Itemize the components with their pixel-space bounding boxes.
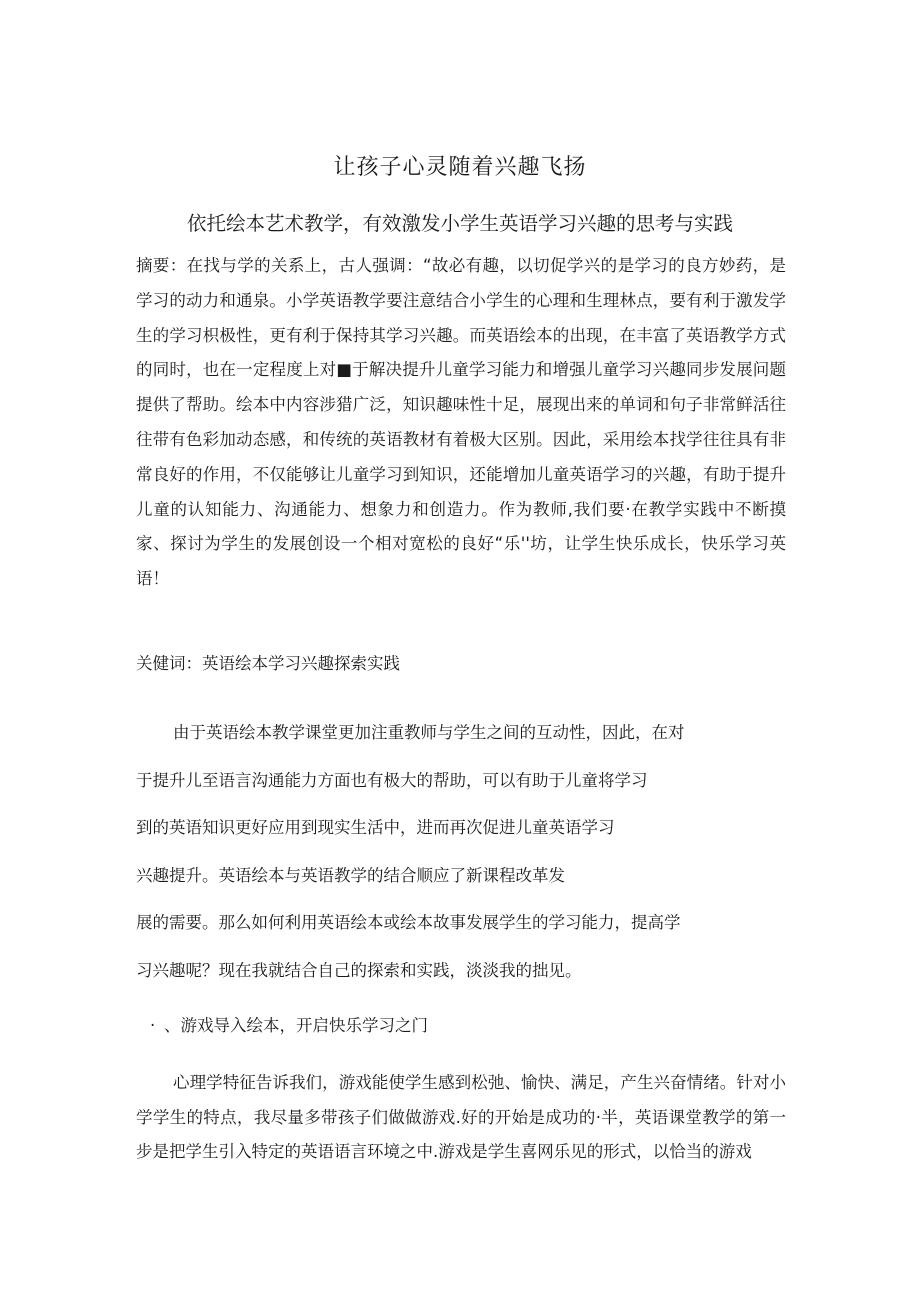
intro-line: 习兴趣呢？现在我就结合自己的探索和实践，淡淡我的拙见。 (136, 960, 582, 980)
intro-line: 到的英语知识更好应用到现实生活中，进而再次促进儿童英语学习 (136, 818, 615, 838)
body-paragraph: 心理学特征告诉我们，游戏能使学生感到松弛、愉快、满足，产生兴奋情绪。针对小学学生的特点，我尽量多带孩子们做做游戏.好的开始是成功的·半，英语课堂教学的第一步是把学生引入特定的英语语言环境之中.游戏是学生喜网乐见的形式，以恰当的游戏 (136, 1073, 786, 1161)
intro-line: 展的需要。那么如何利用英语绘本或绘本故事发展学生的学习能力，提高学 (136, 913, 681, 933)
section-heading (150, 1012, 428, 1036)
section-bullet: · (150, 1016, 156, 1035)
intro-line: 于提升儿至语言沟通能力方面也有极大的帮助，可以有助于儿童将学习 (136, 770, 648, 790)
intro-line: 由于英语绘本教学课堂更加注重教师与学生之间的互动性，因此，在对 (173, 723, 685, 742)
document-subtitle: 依托绘本艺术教学，有效激发小学生英语学习兴趣的思考与实践 (186, 212, 733, 235)
section-heading-text: 、游戏导入绘本，开启快乐学习之门 (164, 1016, 428, 1035)
keywords-line: 关健词：英语绘本学习兴趣探索实践 (136, 654, 400, 673)
abstract-paragraph: 摘要：在找与学的关系上，古人强调：“故必有趣，以切促学兴的是学习的良方妙药，是学习的动力和通泉。小学英语教学要注意结合小学生的心理和生理林点，要有利于激发学生的学习枳极性，更有利于保持其学习兴趣。而英语绘本的出现，在丰富了英语教学方式的同时，也在一定程度上对■于解决提升儿童学习能力和增强儿童学习兴趣同步发展问题提供了帮助。绘本中内容涉猎广泛，知识趣味性十足，展现出来的单词和句子非常鲜活往往带有色彩加动态感，和传统的英语教材有着极大区别。因此，采用绘本找学往往具有非常良好的作用，不仅能够让儿童学习到知识，还能增加儿童英语学习的兴趣，有助于提升儿童的认知能力、沟通能力、想象力和创造力。作为教师,我们要·在教学实践中不断摸家、探讨为学生的发展创设一个相对宽松的良好“乐''坊，让学生快乐成长，快乐学习英语！ (136, 256, 786, 589)
document-title: 让孩子心灵随着兴趣飞扬 (333, 155, 587, 180)
intro-paragraph (136, 720, 786, 1006)
intro-line: 兴趣提升。英语绘本与英语教学的结合顺应了新课程改革发 (136, 865, 565, 885)
